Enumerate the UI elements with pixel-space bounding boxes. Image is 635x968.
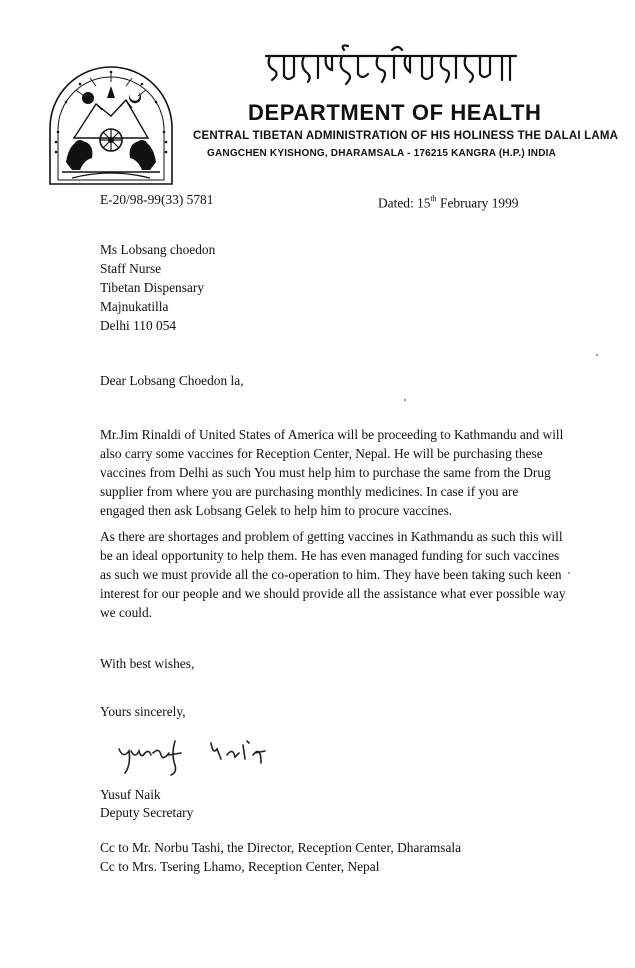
scan-speck <box>404 399 406 401</box>
handwritten-signature <box>115 737 285 779</box>
body-paragraph-2: As there are shortages and problem of getting vaccines in Kathmandu as such this will be an ideal opportunity to help them. He has even managed funding for such vaccines as such we must provide all the co-operation to him. They have been taking such keen interest for our people and we should provide all the assistance what ever possible way we could. <box>100 529 566 620</box>
closing: With best wishes, <box>100 656 195 671</box>
date-rest: February 1999 <box>436 195 519 211</box>
tibetan-emblem-icon <box>36 42 186 192</box>
scan-speck <box>568 572 570 574</box>
recipient-line: Tibetan Dispensary <box>100 280 205 295</box>
salutation: Dear Lobsang Choedon la, <box>100 373 244 388</box>
recipient-line: Majnukatilla <box>100 299 169 314</box>
recipient-line: Ms Lobsang choedon <box>100 242 216 257</box>
reference-number: E-20/98-99(33) 5781 <box>100 192 214 207</box>
cc-line: Cc to Mr. Norbu Tashi, the Director, Reception Center, Dharamsala <box>100 840 462 855</box>
letter-date <box>378 190 519 212</box>
recipient-address <box>100 240 215 335</box>
tibetan-script-heading <box>262 42 520 92</box>
scan-speck <box>596 354 598 356</box>
cc-line: Cc to Mrs. Tsering Lhamo, Reception Center, Nepal <box>100 859 380 874</box>
signatory-title: Deputy Secretary <box>100 805 194 820</box>
recipient-line: Delhi 110 054 <box>100 318 177 333</box>
administration-name: CENTRAL TIBETAN ADMINISTRATION OF HIS HOLINESS THE DALAI LAMA <box>193 130 619 142</box>
department-name: DEPARTMENT OF HEALTH <box>248 100 542 125</box>
letterhead-address: GANGCHEN KYISHONG, DHARAMSALA - 176215 KANGRA (H.P.) INDIA <box>207 148 557 159</box>
body-paragraph-1: Mr.Jim Rinaldi of United States of America will be proceeding to Kathmandu and will also carry some vaccines for Reception Center, Nepal. He will be purchasing these vaccines from Delhi as such You must help him to purchase the same from the Drug supplier from where you are purchasing monthly medicines. In case if you are engaged then ask Lobsang Gelek to help him to procure vaccines. <box>100 427 564 518</box>
sign-off: Yours sincerely, <box>100 704 186 719</box>
date-prefix: Dated: 15 <box>378 195 431 211</box>
date-ordinal-suffix: th <box>430 194 437 203</box>
signatory-name: Yusuf Naik <box>100 787 161 802</box>
recipient-line: Staff Nurse <box>100 261 162 276</box>
